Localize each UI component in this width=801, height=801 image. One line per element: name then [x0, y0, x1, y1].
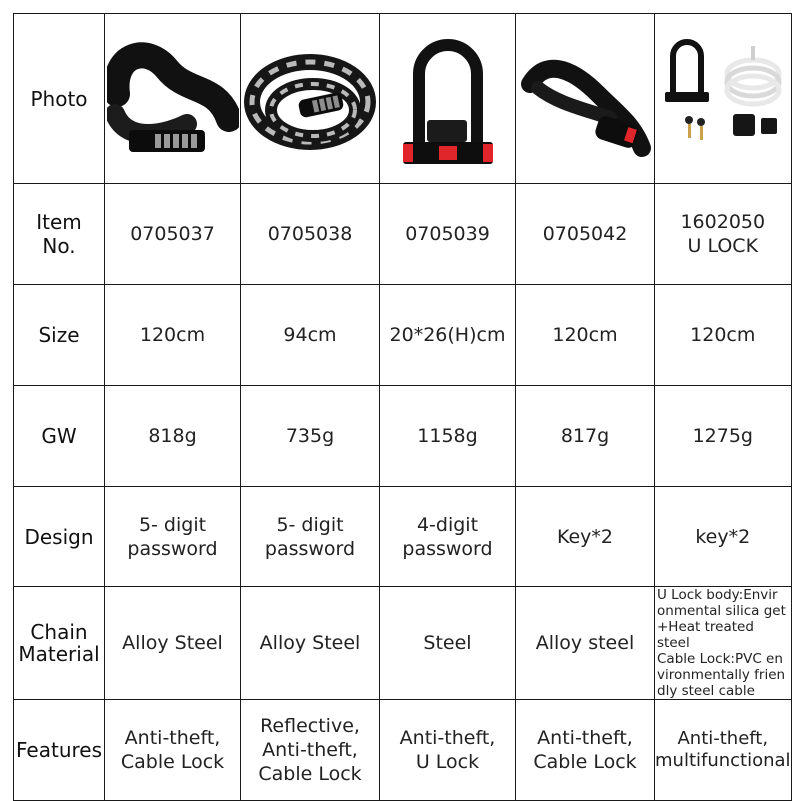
cell-gw-2: 735g — [241, 386, 380, 487]
reflective-chain-lock-photo — [241, 14, 380, 184]
cell-features-2: Reflective, Anti-theft, Cable Lock — [241, 700, 380, 801]
cell-gw-3: 1158g — [380, 386, 516, 487]
cell-design-3: 4-digit password — [380, 487, 516, 587]
u-lock-photo — [380, 14, 516, 184]
cell-item-1: 0705037 — [105, 184, 241, 285]
cell-item-3: 0705039 — [380, 184, 516, 285]
chain-lock-red-photo — [516, 14, 655, 184]
cell-material-1: Alloy Steel — [105, 587, 241, 700]
cell-material-5: U Lock body:Envir onmental silica get +Heat treated steel Cable Lock:PVC en vironmentally frien dly steel cable — [655, 587, 792, 700]
row-design — [14, 487, 792, 587]
row-size — [14, 285, 792, 386]
cell-gw-5: 1275g — [655, 386, 792, 487]
cell-size-3: 20*26(H)cm — [380, 285, 516, 386]
cell-gw-4: 817g — [516, 386, 655, 487]
cell-gw-1: 818g — [105, 386, 241, 487]
row-features — [14, 700, 792, 801]
cell-design-1: 5- digit password — [105, 487, 241, 587]
row-label-features: Features — [14, 700, 105, 801]
row-label-photo: Photo — [14, 14, 105, 184]
cell-size-4: 120cm — [516, 285, 655, 386]
row-chain-material — [14, 587, 792, 700]
row-label-size: Size — [14, 285, 105, 386]
cell-size-1: 120cm — [105, 285, 241, 386]
cell-size-5: 120cm — [655, 285, 792, 386]
cell-features-3: Anti-theft, U Lock — [380, 700, 516, 801]
cell-item-4: 0705042 — [516, 184, 655, 285]
spec-table — [13, 13, 792, 801]
cell-material-3: Steel — [380, 587, 516, 700]
row-label-chain-material: Chain Material — [14, 587, 105, 700]
cell-size-2: 94cm — [241, 285, 380, 386]
chain-lock-black-photo — [105, 14, 241, 184]
cell-item-5: 1602050 U LOCK — [655, 184, 792, 285]
row-item-no — [14, 184, 792, 285]
cell-item-2: 0705038 — [241, 184, 380, 285]
cell-features-1: Anti-theft, Cable Lock — [105, 700, 241, 801]
row-label-design: Design — [14, 487, 105, 587]
cell-design-5: key*2 — [655, 487, 792, 587]
row-gw — [14, 386, 792, 487]
u-lock-cable-set-photo — [655, 14, 792, 184]
row-photo — [14, 14, 792, 184]
row-label-item-no: Item No. — [14, 184, 105, 285]
row-label-gw: GW — [14, 386, 105, 487]
cell-features-4: Anti-theft, Cable Lock — [516, 700, 655, 801]
cell-design-2: 5- digit password — [241, 487, 380, 587]
cell-material-4: Alloy steel — [516, 587, 655, 700]
cell-design-4: Key*2 — [516, 487, 655, 587]
cell-features-5: Anti-theft, multifunctional — [655, 700, 792, 801]
cell-material-2: Alloy Steel — [241, 587, 380, 700]
